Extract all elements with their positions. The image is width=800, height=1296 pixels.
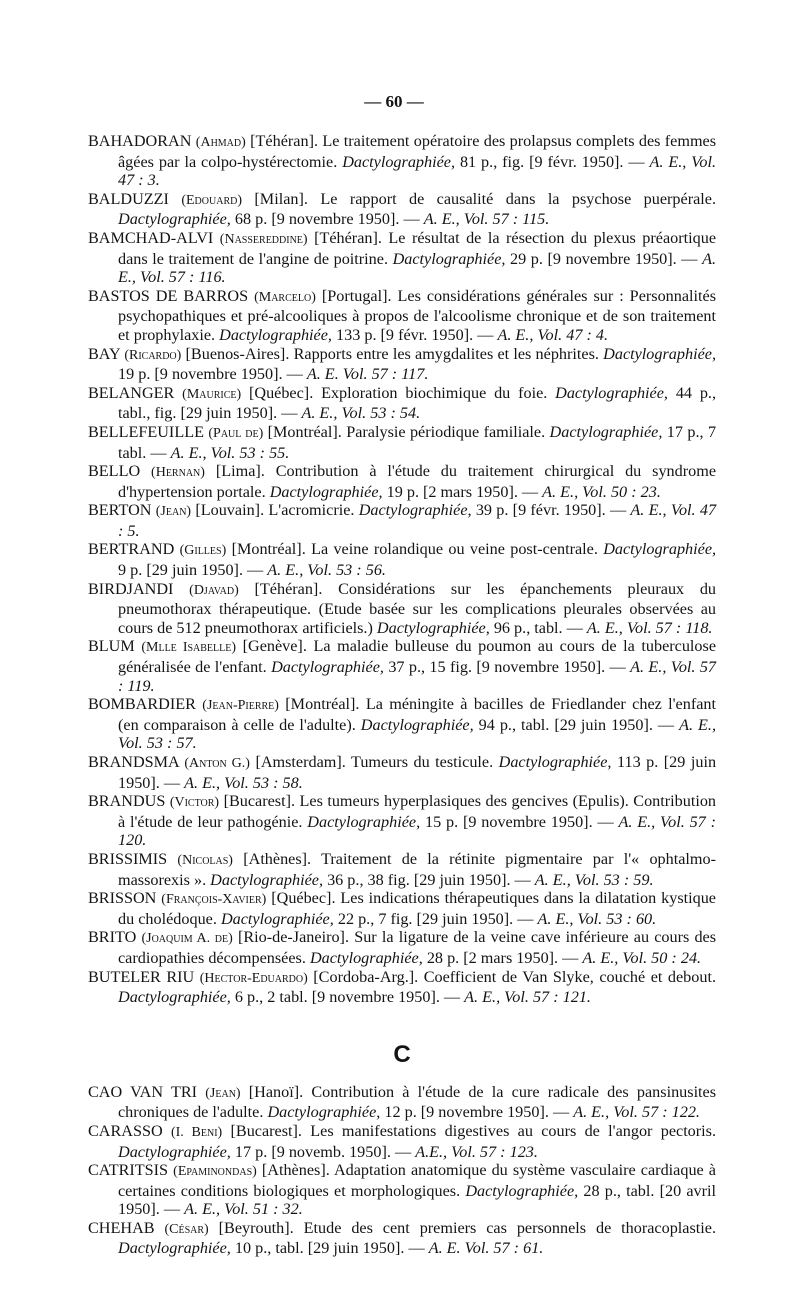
author-given-name: (Epaminondas)	[173, 1164, 257, 1180]
reference: A. E., Vol. 53 : 54.	[301, 404, 421, 423]
bibliography-entry	[88, 190, 716, 229]
author-given-name: (François-Xavier)	[161, 892, 267, 908]
author-name: BELLEFEUILLE	[88, 422, 204, 441]
author-name: BUTELER RIU	[88, 967, 195, 986]
reference: A. E., Vol. 53 : 57.	[118, 715, 717, 753]
author-name: BRISSIMIS	[88, 849, 168, 868]
reference: A. E., Vol. 53 : 59.	[534, 870, 654, 889]
publication-details: 36 p., 38 fig. [29 juin 1950]. —	[327, 870, 531, 889]
publication-type: Dactylographiée,	[360, 715, 474, 734]
publication-type: Dactylographiée,	[118, 1142, 231, 1161]
reference: A. E., Vol. 53 : 60.	[537, 909, 657, 928]
bibliography-entry	[88, 287, 716, 345]
bibliography-entry	[88, 462, 716, 501]
thesis-title: Les manifestations digestives au cours de l'angor pectoris.	[310, 1121, 717, 1140]
author-name: BERTRAND	[88, 540, 175, 559]
reference: A. E., Vol. 53 : 55.	[170, 443, 290, 462]
publication-details: 113 p. [29 juin 1950]. —	[118, 753, 717, 792]
author-given-name: (Jean)	[205, 1085, 241, 1101]
author-given-name: (Jean)	[155, 504, 192, 520]
publication-type: Dactylographiée,	[118, 1239, 231, 1258]
thesis-title: Adaptation anatomique du système vasculaire cardiaque à certaines conditions biologiques et morphologiques.	[118, 1161, 716, 1200]
publication-details: 39 p. [9 févr. 1950]. —	[475, 501, 627, 520]
bibliography-entry	[88, 501, 716, 540]
bibliography-section-c	[88, 1083, 716, 1258]
publication-type: Dactylographiée,	[220, 909, 334, 928]
publication-details: 22 p., 7 fig. [29 juin 1950]. —	[337, 909, 534, 928]
publication-type: Dactylographiée,	[118, 210, 231, 229]
bibliography-entry	[88, 695, 716, 753]
author-given-name: (I. Beni)	[170, 1124, 223, 1140]
author-location: [Genève].	[242, 637, 307, 656]
author-name: BRANDSMA	[88, 753, 179, 771]
publication-type: Dactylographiée,	[376, 618, 490, 637]
publication-type: Dactylographiée,	[271, 658, 384, 677]
publication-details: 6 p., 2 tabl. [9 novembre 1950]. —	[234, 988, 461, 1007]
author-given-name: (Ahmad)	[195, 135, 246, 150]
author-location: [Milan].	[254, 189, 308, 208]
reference: A. E., Vol. 51 : 32.	[184, 1200, 303, 1219]
author-given-name: (Jean-Pierre)	[202, 698, 279, 714]
author-location: [Beyrouth].	[218, 1218, 294, 1237]
author-location: [Buenos-Aires].	[185, 344, 290, 363]
reference: A. E., Vol. 57 : 116.	[118, 249, 717, 287]
bibliography-entry	[88, 889, 716, 928]
author-name: BRISSON	[88, 889, 157, 908]
author-name: CAO VAN TRI	[88, 1082, 198, 1101]
thesis-title: Les considérations générales sur : Personnalités psychopathiques et pré-alcooliques à propos de l'alcoolisme chronique et de son traitement et prophylaxie.	[118, 286, 717, 344]
publication-details: 94 p., tabl. [29 juin 1950]. —	[478, 715, 675, 734]
reference: A. E., Vol. 47 : 3.	[118, 152, 717, 190]
author-name: BRITO	[88, 928, 137, 947]
author-location: [Montréal].	[267, 422, 342, 441]
reference: A. E., Vol. 57 : 120.	[118, 812, 716, 850]
thesis-title: Tumeurs du testicule.	[351, 753, 494, 771]
author-location: [Portugal].	[321, 286, 392, 305]
bibliography-entry	[88, 1122, 716, 1161]
author-name: BERTON	[88, 501, 152, 520]
publication-details: 17 p., 7 tabl. —	[118, 422, 717, 462]
publication-details: 68 p. [9 novembre 1950]. —	[234, 210, 420, 229]
thesis-title: Coefficient de Van Slyke, couché et debout.	[423, 967, 717, 986]
bibliography-entry	[88, 229, 716, 287]
author-name: BLUM	[88, 637, 135, 656]
author-name: BALDUZZI	[88, 189, 169, 208]
publication-details: 44 p., tabl., fig. [29 juin 1950]. —	[118, 383, 717, 423]
publication-details: 29 p. [9 novembre 1950]. —	[510, 249, 698, 268]
author-name: BELLO	[88, 462, 141, 481]
bibliography-entry	[88, 637, 716, 695]
thesis-title: Sur la ligature de la veine cave inférieure au cours des cardiopathies décompensées.	[118, 928, 717, 967]
publication-type: Dactylographiée,	[210, 870, 324, 889]
author-location: [Hanoï].	[248, 1082, 304, 1101]
reference: A. E., Vol. 47 : 5.	[118, 501, 717, 540]
thesis-title: La méningite à bacilles de Friedlander chez l'enfant (en comparaison à celle de l'adulte).	[118, 695, 717, 734]
publication-details: 81 p., fig. [9 févr. 1950]. —	[459, 152, 645, 171]
reference: A. E., Vol. 47 : 4.	[497, 325, 609, 344]
reference: A. E., Vol. 57 : 119.	[118, 658, 717, 695]
reference: A. E., Vol. 53 : 58.	[184, 773, 303, 792]
author-location: [Montréal].	[285, 695, 360, 714]
bibliography-entry	[88, 345, 716, 384]
reference: A. E., Vol. 53 : 56.	[267, 561, 386, 580]
author-location: [Lima].	[215, 462, 265, 481]
thesis-title: Contribution à l'étude de la cure radicale des pansinusites chroniques de l'adulte.	[118, 1082, 717, 1122]
publication-details: 28 p., tabl. [20 avril 1950]. —	[118, 1181, 717, 1219]
publication-type: Dactylographiée,	[219, 325, 332, 344]
author-given-name: (Anton G.)	[184, 756, 250, 771]
publication-details: 96 p., tabl. —	[493, 618, 583, 637]
author-location: [Rio-de-Janeiro].	[237, 928, 349, 947]
publication-type: Dactylographiée,	[118, 988, 231, 1007]
bibliography-entry	[88, 753, 716, 792]
author-name: BASTOS DE BARROS	[88, 286, 249, 305]
author-location: [Téhéran].	[250, 132, 319, 150]
author-given-name: (Mlle Isabelle)	[141, 640, 237, 656]
author-name: BIRDJANDI	[88, 579, 174, 598]
thesis-title: Contribution à l'étude du traitement chirurgical du syndrome d'hypertension portale.	[118, 462, 716, 501]
thesis-title: L'acromicrie.	[268, 501, 355, 520]
author-location: [Québec].	[248, 383, 314, 402]
publication-type: Dactylographiée,	[342, 152, 456, 171]
author-name: BRANDUS	[88, 792, 166, 811]
author-given-name: (Djavad)	[189, 582, 239, 598]
publication-details: 17 p. [9 novemb. 1950]. —	[234, 1142, 412, 1161]
publication-type: Dactylographiée,	[307, 812, 421, 831]
publication-details: 12 p. [9 novembre 1950]. —	[384, 1103, 570, 1122]
reference: A. E. Vol. 57 : 117.	[306, 365, 429, 384]
author-given-name: (Maurice)	[182, 386, 242, 402]
publication-details: 10 p., tabl. [29 juin 1950]. —	[234, 1239, 425, 1258]
bibliography-entry	[88, 968, 716, 1007]
thesis-title: Les tumeurs hyperplasiques des gencives (Epulis). Contribution à l'étude de leur pathogénie.	[118, 792, 717, 831]
author-given-name: (Nicolas)	[177, 852, 233, 868]
publication-type: Dactylographiée,	[549, 422, 663, 441]
author-given-name: (Victor)	[169, 795, 220, 811]
author-location: [Bucarest].	[230, 1121, 302, 1140]
thesis-title: La veine rolandique ou veine post-centrale.	[311, 540, 598, 559]
publication-details: 15 p. [9 novembre 1950]. —	[424, 812, 614, 831]
reference: A. E., Vol. 57 : 115.	[423, 210, 550, 229]
author-given-name: (Hernan)	[151, 465, 205, 481]
author-name: BOMBARDIER	[88, 695, 196, 714]
author-given-name: (César)	[164, 1221, 209, 1237]
author-location: [Téhéran].	[254, 579, 323, 598]
thesis-title: Le résultat de la résection du plexus préaortique dans le traitement de l'angine de poitrine.	[118, 228, 717, 268]
publication-type: Dactylographiée,	[555, 383, 668, 402]
author-name: BELANGER	[88, 383, 175, 402]
author-given-name: (Joaquim A. de)	[141, 931, 233, 947]
thesis-title: Traitement de la rétinite pigmentaire par l'« ophtalmo-massorexis ».	[118, 849, 717, 889]
publication-type: Dactylographiée,	[498, 753, 612, 771]
author-location: [Montréal].	[231, 540, 306, 559]
author-location: [Cordoba-Arg.].	[313, 967, 419, 986]
reference: A. E., Vol. 50 : 24.	[582, 948, 702, 967]
author-name: CARASSO	[88, 1121, 163, 1140]
reference: A.E., Vol. 57 : 123.	[415, 1142, 538, 1161]
publication-details: 133 p. [9 févr. 1950]. —	[336, 325, 494, 344]
bibliography-entry	[88, 580, 716, 638]
author-given-name: (Hector-Eduardo)	[199, 970, 308, 986]
thesis-title: Les indications thérapeutiques dans la dilatation kystique du cholédoque.	[118, 889, 716, 928]
thesis-title: Paralysie périodique familiale.	[346, 422, 546, 441]
reference: A. E., Vol. 57 : 121.	[464, 988, 591, 1007]
publication-details: 19 p. [9 novembre 1950]. —	[118, 365, 303, 384]
publication-type: Dactylographiée,	[603, 540, 717, 559]
publication-type: Dactylographiée,	[603, 344, 716, 363]
author-location: [Téhéran].	[314, 228, 382, 247]
publication-type: Dactylographiée,	[267, 1103, 381, 1122]
author-location: [Québec].	[271, 889, 336, 908]
publication-type: Dactylographiée,	[465, 1181, 579, 1200]
reference: A. E. Vol. 57 : 61.	[428, 1239, 544, 1258]
bibliography-entry	[88, 850, 716, 889]
bibliography-entry	[88, 928, 716, 967]
publication-type: Dactylographiée,	[392, 249, 506, 268]
publication-details: 19 p. [2 mars 1950]. —	[386, 482, 539, 501]
publication-details: 37 p., 15 fig. [9 novembre 1950]. —	[388, 658, 626, 677]
thesis-title: Rapports entre les amygdalites et les néphrites.	[293, 344, 599, 363]
bibliography-entry	[88, 1083, 716, 1122]
author-name: CATRITSIS	[88, 1161, 169, 1180]
author-given-name: (Edouard)	[181, 192, 242, 208]
author-given-name: (Ricardo)	[124, 347, 182, 363]
thesis-title: Etude des cent premiers cas personnels de thoracoplastie.	[303, 1218, 717, 1237]
author-name: CHEHAB	[88, 1218, 155, 1237]
reference: A. E., Vol. 57 : 118.	[586, 618, 713, 637]
reference: A. E., Vol. 50 : 23.	[542, 482, 661, 501]
bibliography-entry	[88, 132, 716, 190]
publication-details: 9 p. [29 juin 1950]. —	[118, 561, 264, 580]
bibliography-entry	[88, 384, 716, 423]
publication-type: Dactylographiée,	[358, 501, 472, 520]
bibliography-entry	[88, 792, 716, 850]
author-name: BAMCHAD-ALVI	[88, 228, 214, 247]
bibliography-entry	[88, 423, 716, 462]
thesis-title: Considérations sur les épanchements pleuraux du pneumothorax thérapeutique. (Etude basée sur les complications pleurales observées au cours de 512 pneumothorax artificiels.)	[118, 579, 717, 637]
author-name: BAY	[88, 344, 121, 363]
thesis-title: Le rapport de causalité dans la psychose puerpérale.	[320, 189, 717, 208]
bibliography-entry	[88, 1219, 716, 1258]
author-location: [Athènes].	[261, 1161, 330, 1180]
author-given-name: (Gilles)	[179, 543, 227, 559]
publication-details: 28 p. [2 mars 1950]. —	[426, 948, 579, 967]
author-location: [Athènes].	[243, 849, 312, 868]
author-location: [Amsterdam].	[255, 753, 346, 771]
publication-type: Dactylographiée,	[269, 482, 383, 501]
bibliography-section-b	[88, 132, 716, 1007]
page-number: — 60 —	[364, 92, 424, 111]
section-letter-c: C	[393, 1040, 411, 1068]
author-given-name: (Paul de)	[208, 425, 264, 441]
thesis-title: Exploration biochimique du foie.	[321, 383, 548, 402]
author-name: BAHADORAN	[88, 132, 192, 150]
author-given-name: (Nassereddine)	[219, 231, 308, 247]
publication-type: Dactylographiée,	[309, 948, 423, 967]
thesis-title: Le traitement opératoire des prolapsus complets des femmes âgées par la colpo-hystérectomie.	[118, 132, 717, 171]
author-location: [Bucarest].	[223, 792, 296, 811]
author-location: [Louvain].	[195, 501, 265, 520]
author-given-name: (Marcelo)	[254, 289, 316, 305]
thesis-title: La maladie bulleuse du poumon au cours de la tuberculose généralisée de l'enfant.	[118, 637, 717, 677]
reference: A. E., Vol. 57 : 122.	[573, 1103, 700, 1122]
bibliography-entry	[88, 540, 716, 579]
bibliography-entry	[88, 1161, 716, 1219]
